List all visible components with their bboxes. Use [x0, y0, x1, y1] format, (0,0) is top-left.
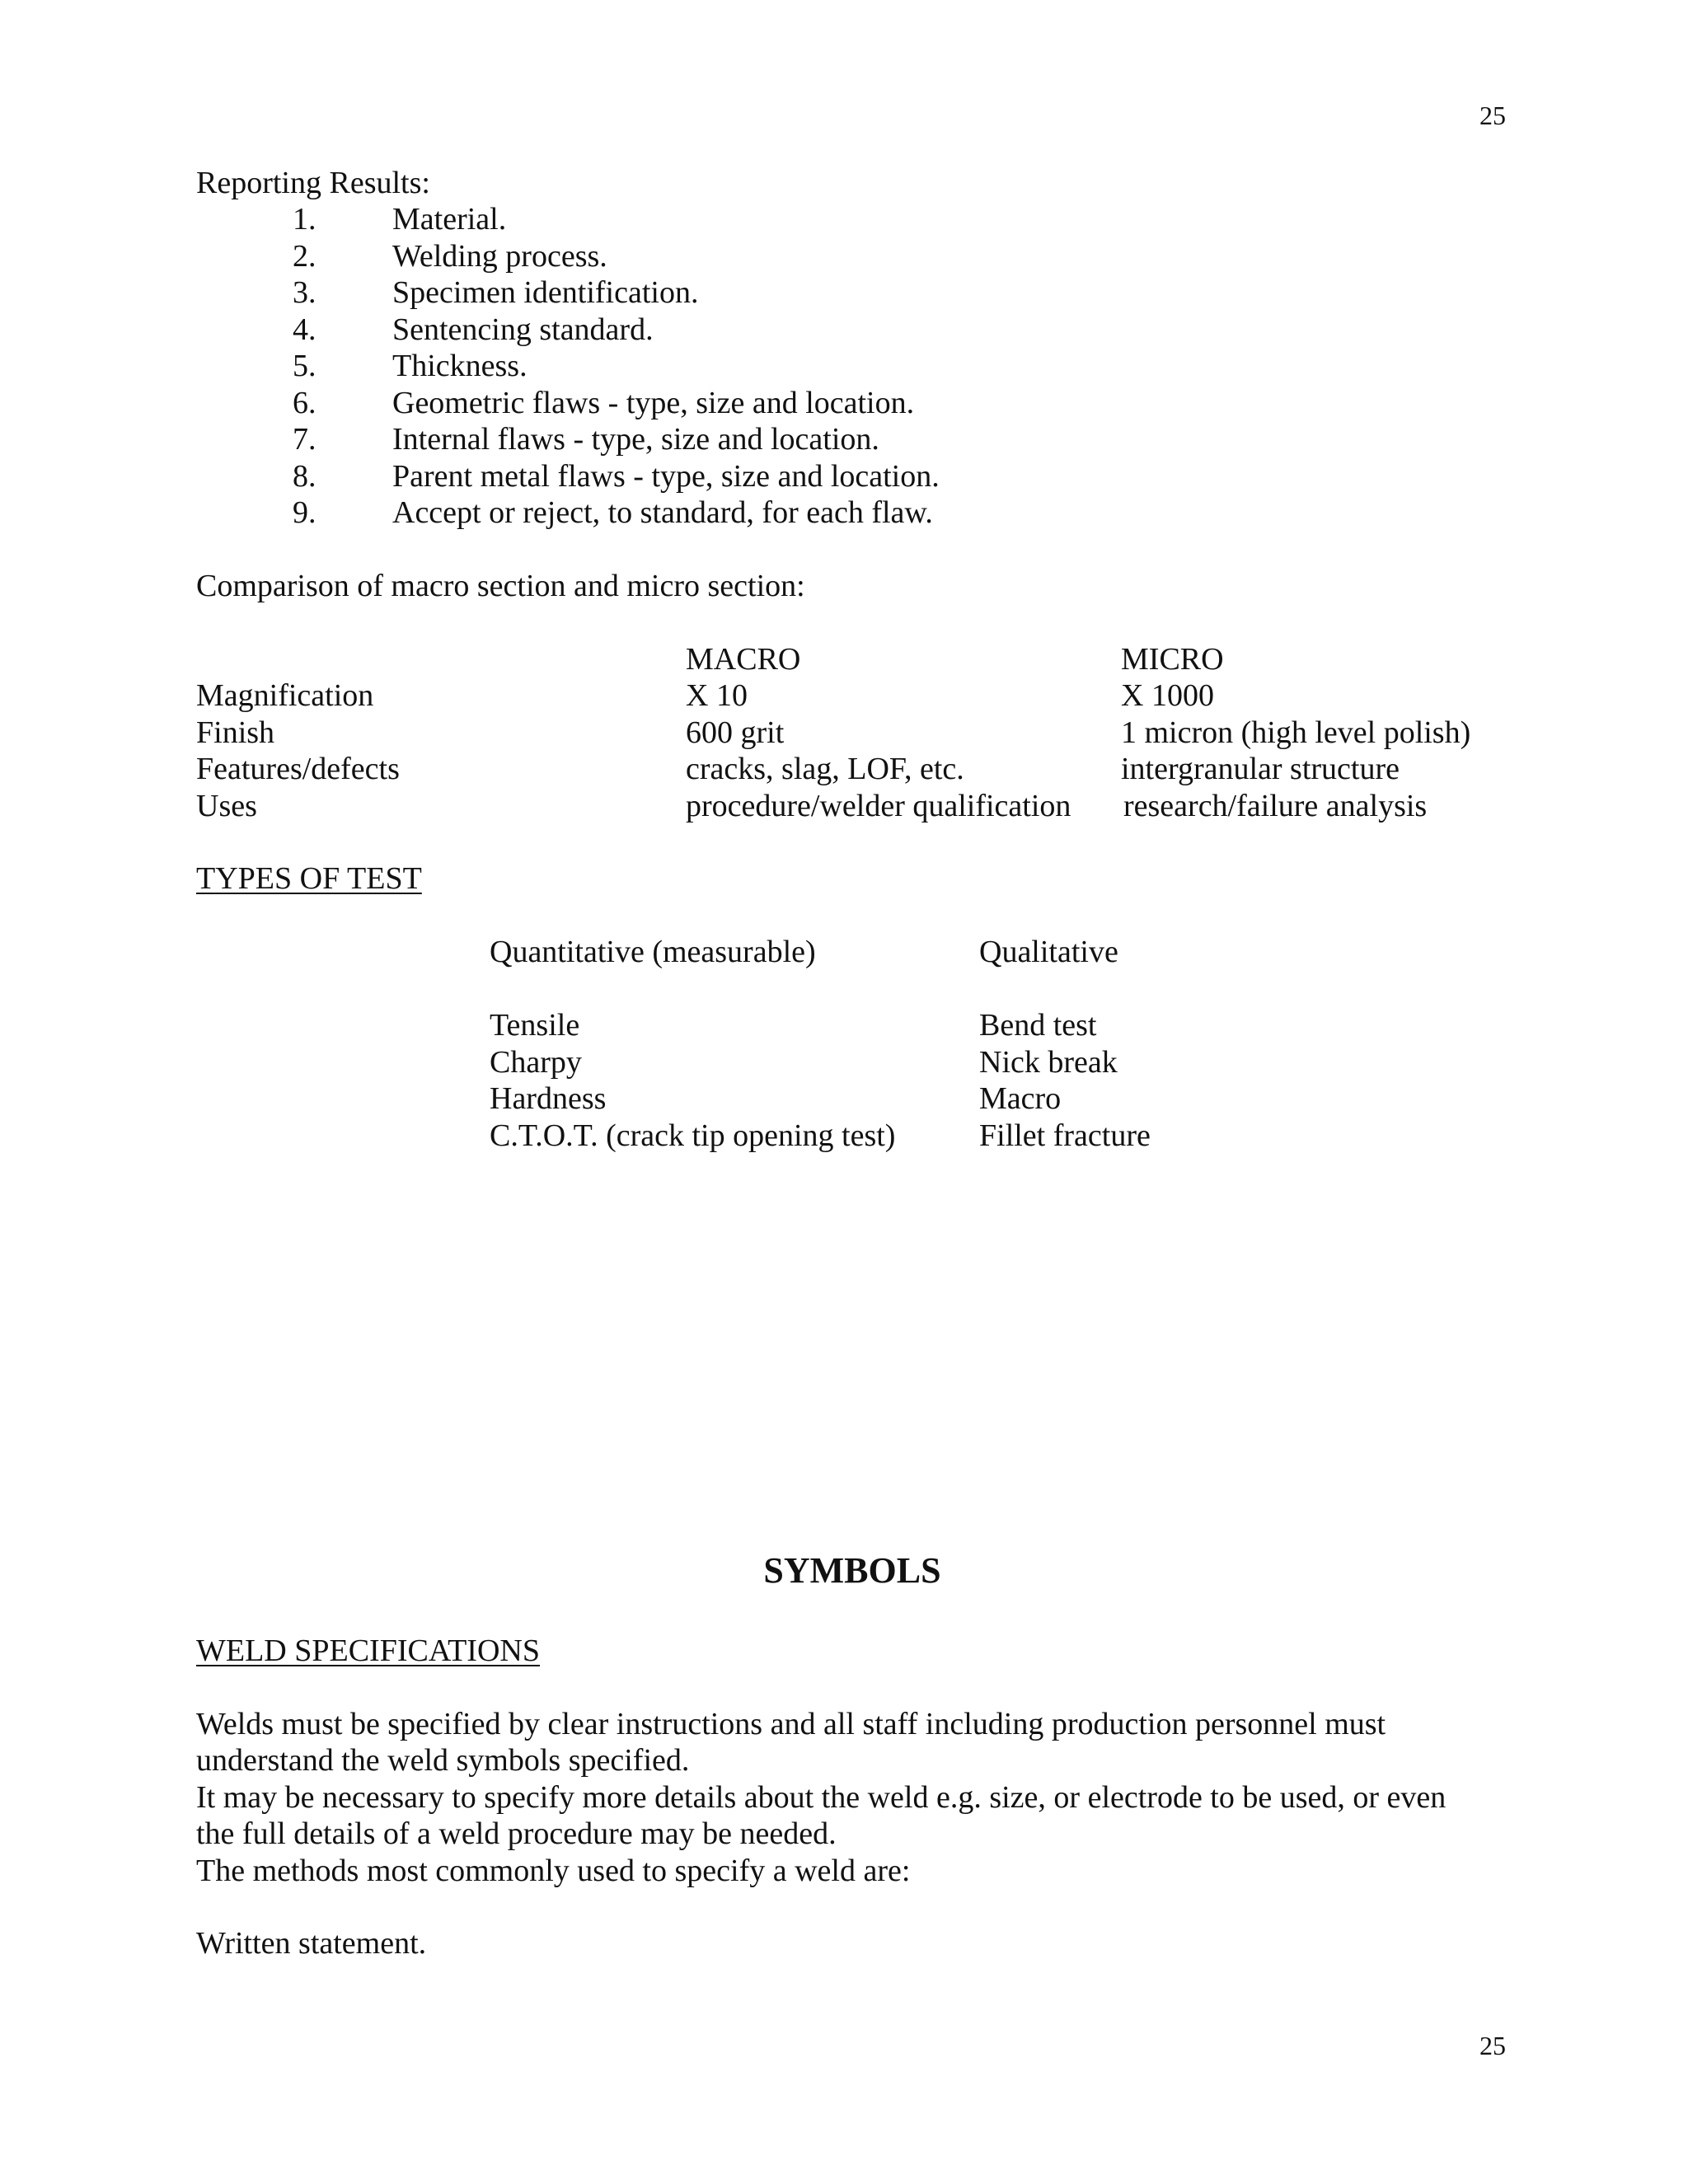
- macro-cell: 600 grit: [686, 715, 785, 750]
- list-item: Material.: [392, 202, 507, 237]
- symbols-heading: SYMBOLS: [763, 1550, 941, 1591]
- qualitative-cell: Macro: [979, 1081, 1062, 1116]
- row-label: Uses: [196, 789, 257, 823]
- reporting-title: Reporting Results:: [196, 166, 430, 200]
- column-header-macro: MACRO: [686, 642, 801, 677]
- list-item: Sentencing standard.: [392, 312, 654, 347]
- list-item-number: 2.: [293, 239, 316, 274]
- list-item: Thickness.: [392, 349, 528, 383]
- paragraph-line: understand the weld symbols specified.: [196, 1743, 690, 1778]
- micro-cell: 1 micron (high level polish): [1121, 715, 1471, 750]
- list-item: Parent metal flaws - type, size and location.: [392, 459, 940, 494]
- qualitative-cell: Bend test: [979, 1008, 1097, 1043]
- list-item: Welding process.: [392, 239, 607, 274]
- row-label: Finish: [196, 715, 275, 750]
- micro-cell: intergranular structure: [1121, 752, 1400, 786]
- qualitative-cell: Nick break: [979, 1045, 1118, 1080]
- quantitative-cell: C.T.O.T. (crack tip opening test): [490, 1118, 896, 1153]
- quantitative-cell: Tensile: [490, 1008, 580, 1043]
- list-item-number: 5.: [293, 349, 316, 383]
- page-number-bottom: 25: [1479, 2031, 1506, 2060]
- qualitative-cell: Fillet fracture: [979, 1118, 1151, 1153]
- list-item-number: 4.: [293, 312, 316, 347]
- list-item-number: 1.: [293, 202, 316, 237]
- macro-cell: X 10: [686, 678, 748, 713]
- quantitative-cell: Hardness: [490, 1081, 607, 1116]
- quantitative-cell: Charpy: [490, 1045, 582, 1080]
- list-item: Accept or reject, to standard, for each flaw.: [392, 495, 933, 530]
- list-item: Geometric flaws - type, size and location.: [392, 386, 915, 420]
- list-item-number: 6.: [293, 386, 316, 420]
- paragraph-line: Welds must be specified by clear instructions and all staff including production personnel must: [196, 1707, 1386, 1741]
- list-item: Internal flaws - type, size and location.: [392, 422, 879, 457]
- column-header-micro: MICRO: [1121, 642, 1224, 677]
- macro-cell: procedure/welder qualification: [686, 789, 1071, 823]
- list-item-number: 3.: [293, 275, 316, 310]
- micro-cell: X 1000: [1121, 678, 1214, 713]
- page-number-top: 25: [1479, 101, 1506, 130]
- list-item: Specimen identification.: [392, 275, 699, 310]
- micro-cell: research/failure analysis: [1123, 789, 1428, 823]
- list-item-number: 9.: [293, 495, 316, 530]
- paragraph-line: the full details of a weld procedure may be needed.: [196, 1816, 837, 1851]
- paragraph-line: The methods most commonly used to specify a weld are:: [196, 1854, 911, 1888]
- column-header-qualitative: Qualitative: [979, 935, 1118, 969]
- list-item-number: 8.: [293, 459, 316, 494]
- row-label: Features/defects: [196, 752, 400, 786]
- row-label: Magnification: [196, 678, 374, 713]
- macro-cell: cracks, slag, LOF, etc.: [686, 752, 964, 786]
- weld-specifications-heading: WELD SPECIFICATIONS: [196, 1633, 540, 1668]
- written-statement: Written statement.: [196, 1926, 427, 1961]
- column-header-quantitative: Quantitative (measurable): [490, 935, 816, 969]
- types-of-test-heading: TYPES OF TEST: [196, 861, 422, 896]
- list-item-number: 7.: [293, 422, 316, 457]
- comparison-title: Comparison of macro section and micro section:: [196, 569, 805, 603]
- paragraph-line: It may be necessary to specify more details about the weld e.g. size, or electrode to be used, or even: [196, 1780, 1447, 1815]
